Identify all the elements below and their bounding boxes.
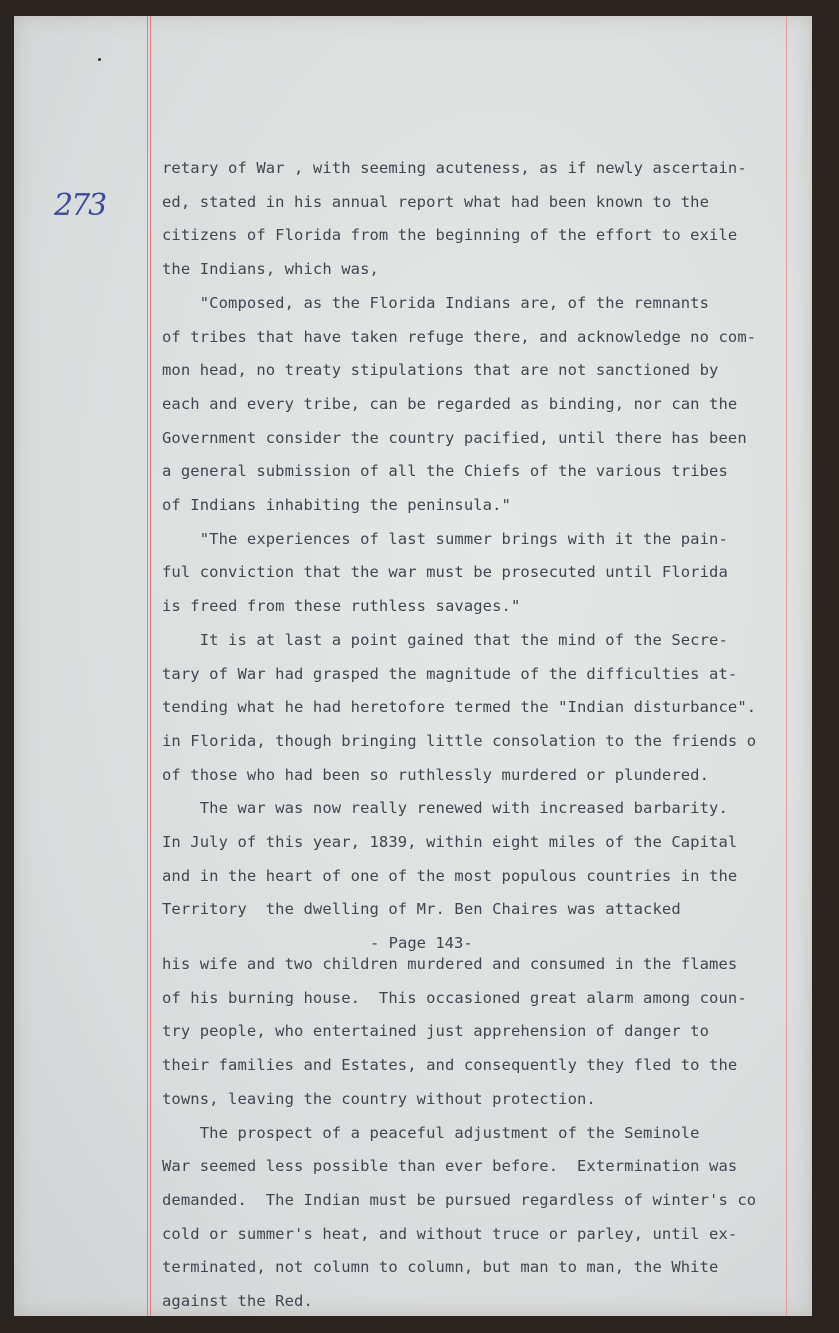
text-line: a general submission of all the Chiefs of the various tribes	[162, 462, 728, 481]
text-line: "Composed, as the Florida Indians are, of the remnants	[162, 293, 710, 312]
handwritten-page-number: 273	[54, 188, 106, 223]
text-line: is freed from these ruthless savages."	[162, 597, 521, 616]
text-line: tary of War had grasped the magnitude of the difficulties at-	[162, 664, 738, 683]
text-line: against the Red.	[162, 1292, 313, 1310]
text-line: ed, stated in his annual report what had been known to the	[162, 192, 710, 211]
text-line: citizens of Florida from the beginning of the effort to exile	[162, 226, 738, 245]
text-line: in Florida, though bringing little consolation to the friends o	[162, 731, 757, 750]
text-line: and in the heart of one of the most populous countries in the	[162, 866, 738, 885]
typed-page	[14, 16, 812, 1316]
text-line: ful conviction that the war must be prosecuted until Florida	[162, 563, 728, 582]
text-line: War seemed less possible than ever before. Extermination was	[162, 1157, 738, 1176]
text-line: his wife and two children murdered and consumed in the flames	[162, 955, 738, 973]
text-line: each and every tribe, can be regarded as binding, nor can the	[162, 394, 738, 413]
text-line: of his burning house. This occasioned great alarm among coun-	[162, 988, 747, 1007]
ink-dot	[98, 58, 101, 61]
text-line: It is at last a point gained that the mind of the Secre-	[162, 630, 728, 649]
text-line: The war was now really renewed with increased barbarity.	[162, 799, 728, 818]
right-margin-rule	[786, 16, 787, 1316]
text-line: "The experiences of last summer brings with it the pain-	[162, 529, 728, 548]
page-label: - Page 143-	[370, 934, 473, 952]
text-line: their families and Estates, and consequently they fled to the	[162, 1056, 738, 1075]
text-line: of Indians inhabiting the peninsula."	[162, 496, 511, 514]
text-line: of tribes that have taken refuge there, and acknowledge no com-	[162, 327, 757, 346]
text-line: towns, leaving the country without protection.	[162, 1089, 596, 1108]
text-line: tending what he had heretofore termed the "Indian disturbance".	[162, 698, 757, 717]
text-line: of those who had been so ruthlessly murdered or plundered.	[162, 765, 710, 784]
text-line: retary of War , with seeming acuteness, as if newly ascertain-	[162, 159, 747, 177]
left-margin-rule-inner	[150, 16, 151, 1316]
text-line: the Indians, which was,	[162, 260, 379, 279]
text-line: Territory the dwelling of Mr. Ben Chaires was attacked	[162, 900, 681, 919]
text-line: cold or summer's heat, and without truce or parley, until ex-	[162, 1224, 738, 1243]
text-line: try people, who entertained just apprehension of danger to	[162, 1022, 710, 1041]
text-line: mon head, no treaty stipulations that are not sanctioned by	[162, 361, 719, 380]
text-line: terminated, not column to column, but man to man, the White	[162, 1258, 719, 1277]
text-line: Government consider the country pacified, until there has been	[162, 428, 747, 447]
text-line: The prospect of a peaceful adjustment of the Seminole	[162, 1123, 700, 1142]
text-line: demanded. The Indian must be pursued regardless of winter's co	[162, 1190, 757, 1209]
left-margin-rule	[147, 16, 148, 1316]
text-line: In July of this year, 1839, within eight miles of the Capital	[162, 833, 738, 851]
